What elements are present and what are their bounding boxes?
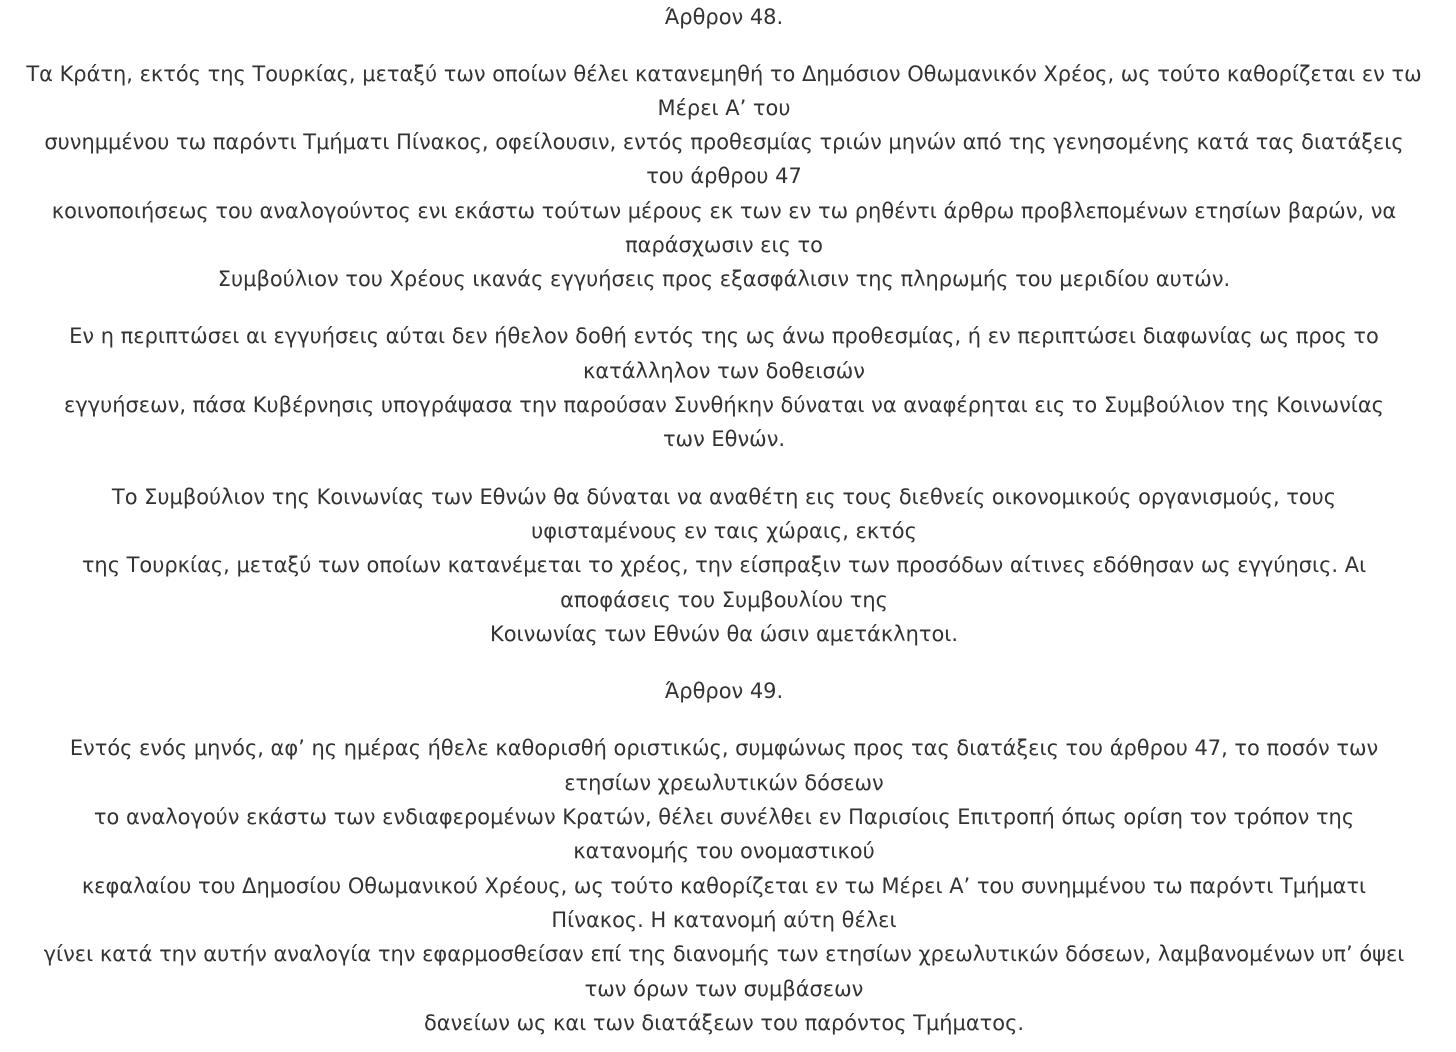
paragraph-line: Το Συμβούλιον της Κοινωνίας των Εθνών θα δύναται να αναθέτη εις τους διεθνείς οικονομικούς οργανισμούς, τους [111, 485, 1337, 509]
paragraph-line: δανείων ως και των διατάξεων του παρόντος Τμήματος. [423, 1011, 1025, 1035]
paragraph-line: Κοινωνίας των Εθνών θα ώσιν αμετάκλητοι. [490, 622, 958, 646]
paragraph-line: Εντός ενός μηνός, αφ’ ης ημέρας ήθελε καθορισθή οριστικώς, συμφώνως προς τας διατάξεις του άρθρου 47, το ποσόν των [69, 736, 1379, 760]
paragraph-line: συνημμένου τω παρόντι Τμήματι Πίνακος, οφείλουσιν, εντός προθεσμίας τριών μηνών από της γενησομένης κατά τας διατάξεις [44, 130, 1404, 154]
paragraph-line: υφισταμένους εν ταις χώραις, εκτός [531, 519, 917, 543]
paragraph-line: Πίνακος. Η κατανομή αύτη θέλει [551, 908, 897, 932]
paragraph-line: κεφαλαίου του Δημοσίου Οθωμανικού Χρέους, ως τούτο καθορίζεται εν τω Μέρει Α’ του συνημμένου τω παρόντι Τμήματι [81, 874, 1367, 898]
paragraph-line: των Εθνών. [662, 427, 786, 451]
paragraph-line: Τα Κράτη, εκτός της Τουρκίας, μεταξύ των οποίων θέλει κατανεμηθή το Δημόσιον Οθωμανικόν Χρέος, ως τούτο καθορίζεται εν τω [26, 62, 1422, 86]
paragraph-line: Μέρει Α’ του [657, 96, 791, 120]
paragraph-line: Συμβούλιον του Χρέους ικανάς εγγυήσεις προς εξασφάλισιν της πληρωμής του μεριδίου αυτών. [217, 267, 1231, 291]
article-48-heading: Άρθρον 48. [664, 5, 784, 29]
paragraph-line: παράσχωσιν εις το [625, 233, 823, 257]
paragraph-line: εγγυήσεων, πάσα Κυβέρνησις υπογράψασα την παρούσαν Συνθήκην δύναται να αναφέρηται εις το Συμβούλιον της Κοινωνίας [64, 393, 1384, 417]
paragraph-line: κατανομής του ονομαστικού [573, 839, 875, 863]
paragraph-line: ετησίων χρεωλυτικών δόσεων [564, 771, 884, 795]
paragraph-line: της Τουρκίας, μεταξύ των οποίων κατανέμεται το χρέος, την είσπραξιν των προσόδων αίτινες εδόθησαν ως εγγύησις. Αι [81, 553, 1367, 577]
paragraph-line: αποφάσεις του Συμβουλίου της [560, 588, 888, 612]
paragraph-line: των όρων των συμβάσεων [584, 977, 864, 1001]
paragraph-line: γίνει κατά την αυτήν αναλογία την εφαρμοσθείσαν επί της διανομής των ετησίων χρεωλυτικών δόσεων, λαμβανομένων υπ’ όψει [43, 942, 1405, 966]
paragraph-line: το αναλογούν εκάστω των ενδιαφερομένων Κρατών, θέλει συνέλθει εν Παρισίοις Επιτροπή όπως ορίση τον τρόπον της [93, 805, 1355, 829]
paragraph-line: κατάλληλον των δοθεισών [583, 359, 865, 383]
article-49-heading: Άρθρον 49. [664, 679, 784, 703]
paragraph-line: του άρθρου 47 [646, 164, 802, 188]
paragraph-line: Εν η περιπτώσει αι εγγυήσεις αύται δεν ήθελον δοθή εντός της ως άνω προθεσμίας, ή εν περιπτώσει διαφωνίας ως προς το [69, 324, 1379, 348]
paragraph-line: κοινοποιήσεως του αναλογούντος ενι εκάστω τούτων μέρους εκ των εν τω ρηθέντι άρθρω προβλεπομένων ετησίων βαρών, να [51, 199, 1397, 223]
